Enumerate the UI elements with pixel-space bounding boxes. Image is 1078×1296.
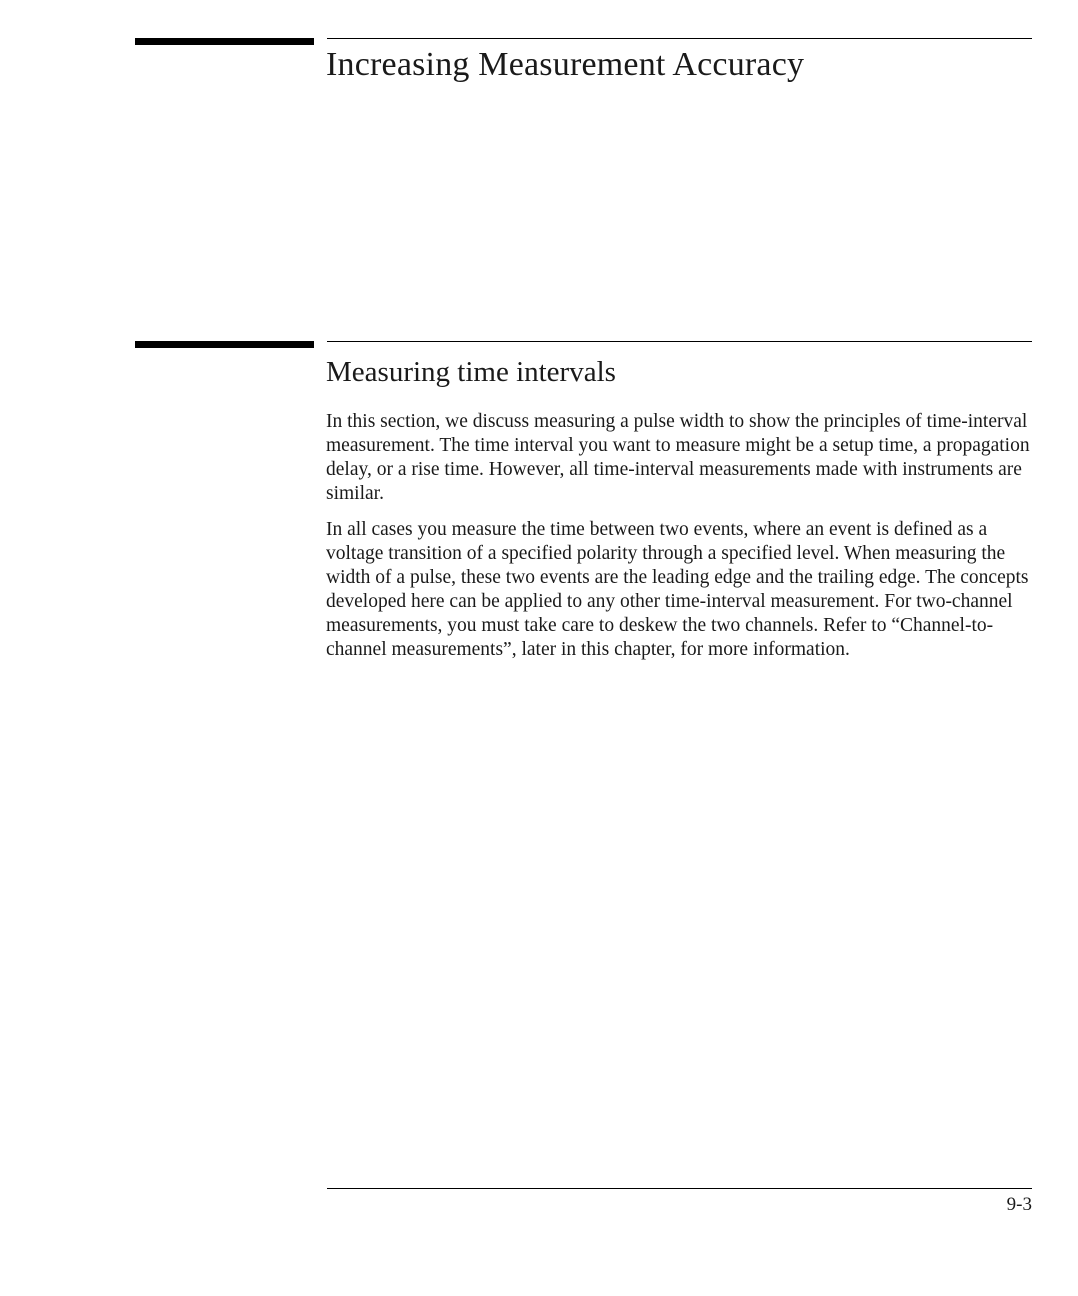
chapter-heading-thin-rule — [327, 38, 1032, 39]
section-title: Measuring time intervals — [326, 356, 616, 388]
paragraph-events: In all cases you measure the time between two events, where an event is defined as a voltage transition of a specified polarity through a specified level. When measuring the width of a pulse, these two events are the leading edge and the trailing edge. The concepts developed here can be applied to any other time-interval measurement. For two-channel measurements, you must take care to deskew the two channels. Refer to “Channel-to-channel measurements”, later in this chapter, for more information. — [326, 519, 1029, 660]
paragraph-intro: In this section, we discuss measuring a pulse width to show the principles of time-interval measurement. The time interval you want to measure might be a setup time, a propagation delay, or a rise time. However, all time-interval measurements made with instruments are similar. — [326, 411, 1030, 504]
chapter-heading-thick-rule — [135, 38, 314, 45]
section-heading-thin-rule — [327, 341, 1032, 342]
section-heading-thick-rule — [135, 341, 314, 348]
footer-rule — [327, 1188, 1032, 1189]
chapter-title: Increasing Measurement Accuracy — [326, 46, 805, 83]
page-number: 9-3 — [1006, 1194, 1032, 1215]
